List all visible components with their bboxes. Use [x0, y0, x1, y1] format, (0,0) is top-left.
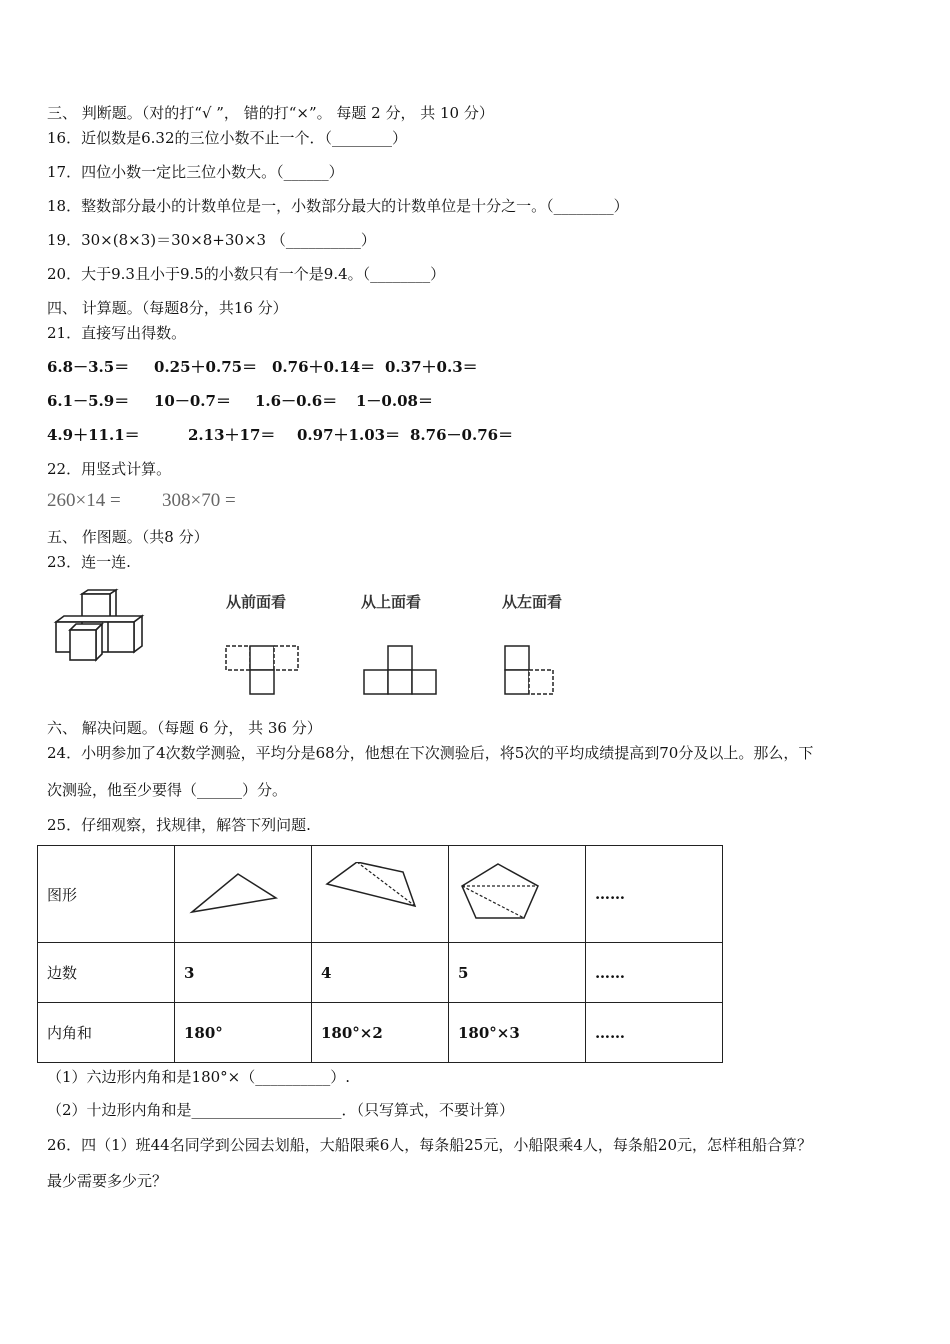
- calc-item: 4.9＋11.1＝: [47, 426, 140, 444]
- quadrilateral-cell: [312, 846, 449, 943]
- section4-heading: 四、 计算题。（每题8分，共16 分）: [47, 299, 288, 317]
- top-view-shape: [362, 644, 442, 696]
- table-cell: 180°×2: [312, 1003, 449, 1063]
- question-21: 21．直接写出得数。: [47, 324, 187, 342]
- calc-item: 0.76＋0.14＝: [272, 358, 376, 376]
- calc-item: 6.8－3.5＝: [47, 358, 130, 376]
- calc-item: 6.1－5.9＝: [47, 392, 130, 410]
- section5-heading: 五、 作图题。（共8 分）: [47, 528, 209, 546]
- left-view-shape: [503, 644, 559, 696]
- table-cell: 4: [312, 943, 449, 1003]
- table-cell: ……: [586, 1003, 723, 1063]
- calc-item: 0.25＋0.75＝: [154, 358, 258, 376]
- pentagon-shape: [458, 860, 558, 924]
- section3-heading: 三、 判断题。（对的打“√ ”， 错的打“×”。 每题 2 分， 共 10 分）: [47, 104, 494, 122]
- pentagon-cell: [449, 846, 586, 943]
- table-cell: ……: [586, 846, 723, 943]
- calc-item: 1－0.08＝: [356, 392, 433, 410]
- vertical-calc-item: 260×14 =: [47, 490, 121, 511]
- triangle-shape: [184, 862, 284, 922]
- cube-stack-figure: [50, 590, 150, 670]
- view-label-front: 从前面看: [226, 593, 287, 611]
- question-22: 22．用竖式计算。: [47, 460, 172, 478]
- question-18: 18．整数部分最小的计数单位是一，小数部分最大的计数单位是十分之一。（________）: [47, 197, 629, 215]
- section6-heading: 六、 解决问题。（每题 6 分， 共 36 分）: [47, 719, 322, 737]
- table-row: [38, 943, 723, 1003]
- calc-item: 10－0.7＝: [154, 392, 231, 410]
- table-cell: ……: [586, 943, 723, 1003]
- view-label-left: 从左面看: [502, 593, 563, 611]
- question-23: 23．连一连.: [47, 553, 131, 571]
- question-25: 25．仔细观察，找规律，解答下列问题.: [47, 816, 311, 834]
- calc-item: 2.13＋17＝: [188, 426, 276, 444]
- question-20: 20．大于9.3且小于9.5的小数只有一个是9.4。（________）: [47, 265, 446, 283]
- table-row-label: 边数: [38, 943, 175, 1003]
- front-view-shape: [224, 644, 304, 696]
- calc-item: 1.6－0.6＝: [255, 392, 338, 410]
- question-26-line2: 最少需要多少元？: [47, 1172, 168, 1190]
- question-19: 19．30×(8×3)＝30×8+30×3 （__________）: [47, 231, 376, 249]
- question-24-line2: 次测验，他至少要得（______）分。: [47, 781, 288, 799]
- quadrilateral-shape: [321, 862, 421, 922]
- table-row-label: 内角和: [38, 1003, 175, 1063]
- table-cell: 180°×3: [449, 1003, 586, 1063]
- table-cell: 180°: [175, 1003, 312, 1063]
- table-row: [38, 846, 723, 943]
- vertical-calc-item: 308×70 =: [162, 490, 236, 511]
- question-24-line1: 24．小明参加了4次数学测验，平均分是68分，他想在下次测验后，将5次的平均成绩提高到70分及以上。那么，下: [47, 744, 814, 762]
- question-26-line1: 26．四（1）班44名同学到公园去划船，大船限乘6人，每条船25元，小船限乘4人，每条船20元，怎样租船合算？: [47, 1136, 812, 1154]
- question-25-part1: （1）六边形内角和是180°×（__________）.: [47, 1068, 351, 1086]
- table-row: [38, 1003, 723, 1063]
- table-row-label: 图形: [38, 846, 175, 943]
- table-cell: 5: [449, 943, 586, 1003]
- view-label-top: 从上面看: [361, 593, 422, 611]
- question-17: 17．四位小数一定比三位小数大。（______）: [47, 163, 344, 181]
- triangle-cell: [175, 846, 312, 943]
- pattern-table: [37, 845, 723, 1063]
- calc-item: 0.97＋1.03＝: [297, 426, 401, 444]
- calc-item: 8.76－0.76＝: [410, 426, 514, 444]
- calc-item: 0.37＋0.3＝: [385, 358, 478, 376]
- table-cell: 3: [175, 943, 312, 1003]
- question-25-part2: （2）十边形内角和是____________________．（只写算式，不要计算）: [47, 1101, 515, 1119]
- question-16: 16．近似数是6.32的三位小数不止一个．（________）: [47, 129, 407, 147]
